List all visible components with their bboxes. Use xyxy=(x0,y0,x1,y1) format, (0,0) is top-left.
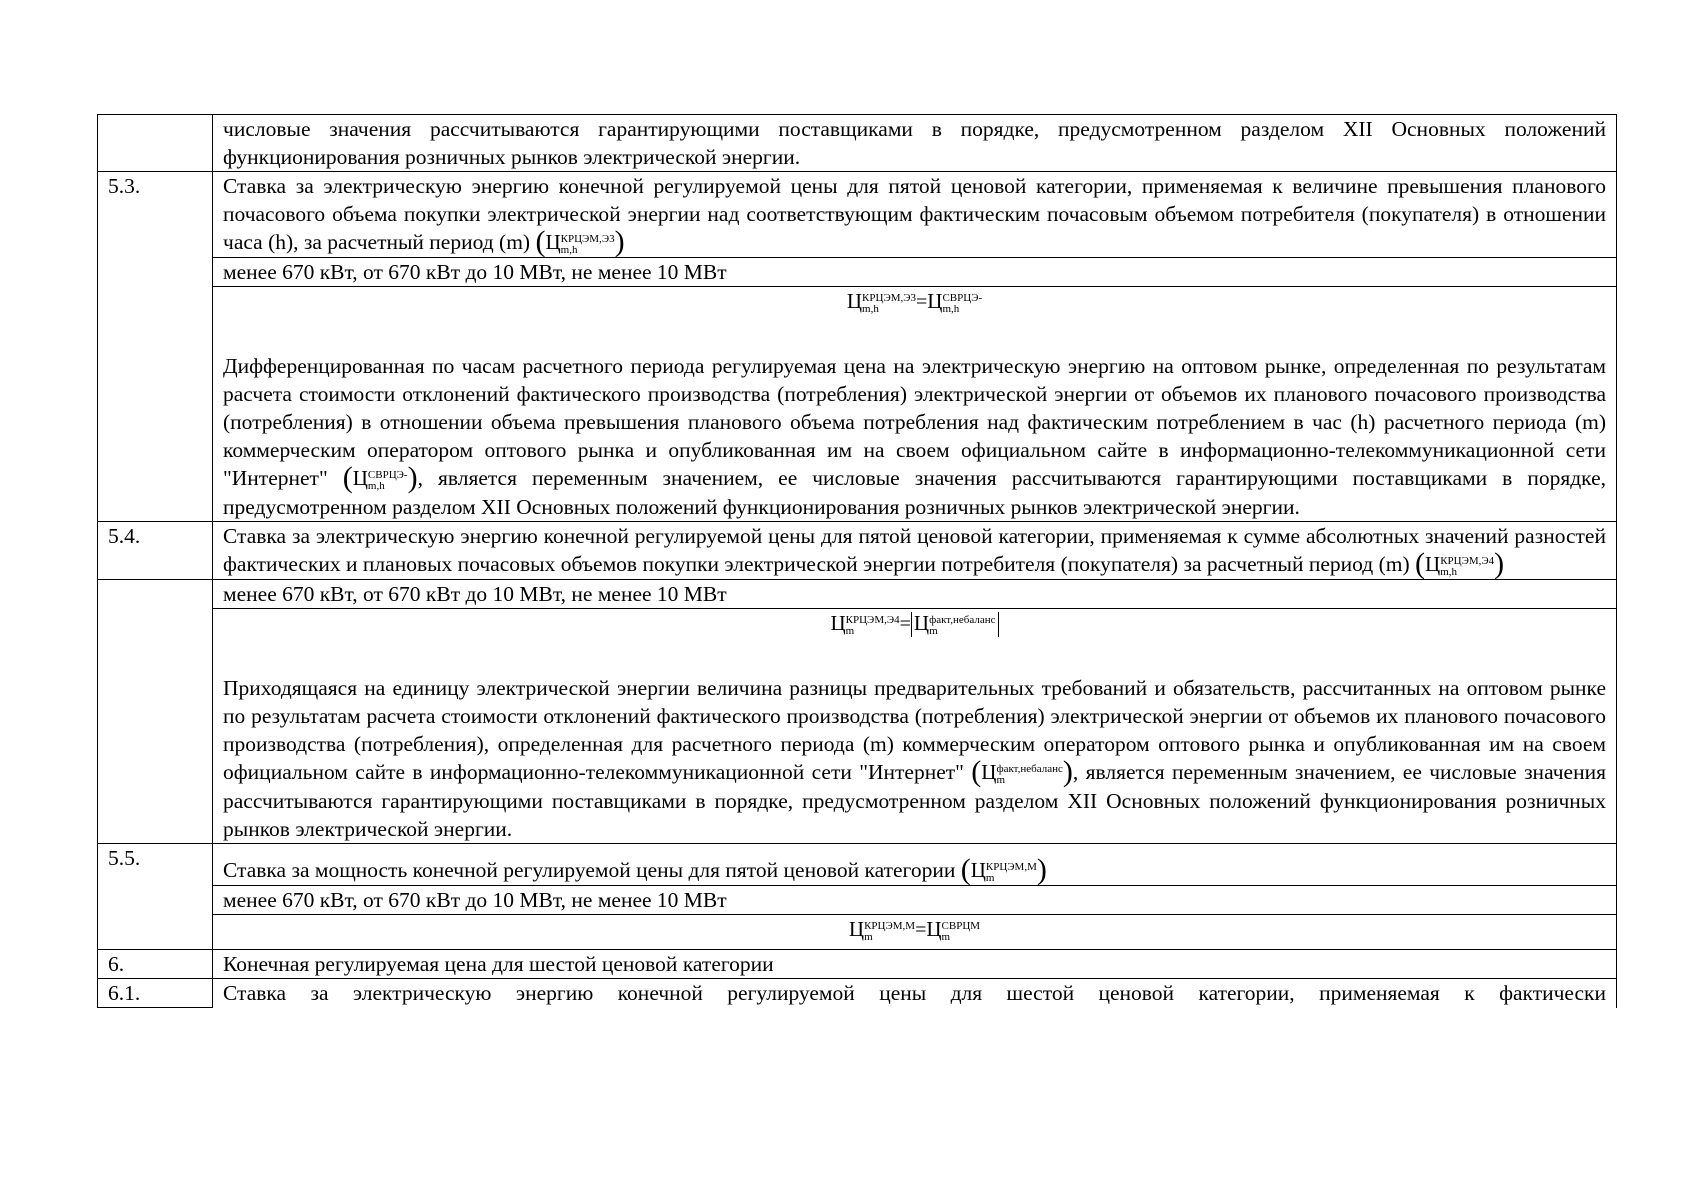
row-number-cell xyxy=(98,522,213,580)
section-title: Конечная регулируемая цена для шестой ценовой категории xyxy=(223,952,774,976)
table-row xyxy=(98,522,1617,580)
power-range-text: менее 670 кВт, от 670 кВт до 10 МВт, не менее 10 МВт xyxy=(223,582,727,606)
row-text-cell xyxy=(213,844,1617,886)
row-text: , является переменным значением, ее числовые значения рассчитываются гарантирующими поставщиками в порядке, предусмотренном разделом XII Основных положений функционирования розничных рынков электрической энергии. xyxy=(223,466,1606,519)
inline-formula: (Ц факт,небаланс m ) xyxy=(971,755,1073,788)
formula: Ц КРЦЭМ,М m =Ц СВРЦМ m xyxy=(848,917,981,943)
table-row xyxy=(98,950,1617,979)
formula-line xyxy=(223,609,1606,638)
row-number-cell xyxy=(98,115,213,172)
row-text-cell xyxy=(213,886,1617,915)
tariff-table xyxy=(97,114,1617,1008)
row-number: 6.1. xyxy=(108,981,141,1005)
table-row xyxy=(98,979,1617,1008)
row-text-cell xyxy=(213,950,1617,979)
row-text-cell xyxy=(213,609,1617,844)
row-text: Ставка за электрическую энергию конечной регулируемой цены для пятой ценовой категории, применяемая к величине превышения планового почасового объема покупки электрической энергии над соответствующим фактическим почасовым объемом потребителя (покупателя) в отношении часа (h), за расчетный период (m) xyxy=(223,174,1606,254)
row-number-cell xyxy=(98,950,213,979)
row-number: 5.3. xyxy=(108,174,141,198)
row-text: Ставка за электрическую энергию конечной регулируемой цены для шестой ценовой категории, применяемая к фактически xyxy=(223,981,1606,1005)
row-text: , является переменным значением, ее числовые значения рассчитываются гарантирующими поставщиками в порядке, предусмотренном разделом XII Основных положений функционирования розничных рынков электрической энергии. xyxy=(223,760,1607,841)
row-text: числовые значения рассчитываются гарантирующими поставщиками в порядке, предусмотренном разделом XII Основных положений функционирования розничных рынков электрической энергии. xyxy=(223,117,1606,169)
table-row xyxy=(98,115,1617,172)
row-number-cell xyxy=(98,979,213,1008)
row-number: 6. xyxy=(108,952,125,976)
row-text-cell xyxy=(213,172,1617,258)
row-number-cell xyxy=(98,844,213,950)
table-row xyxy=(98,580,1617,609)
inline-formula: (Ц СВРЦЭ- m,h ) xyxy=(342,461,418,494)
row-text-cell xyxy=(213,915,1617,950)
table-row xyxy=(98,287,1617,522)
row-number-cell xyxy=(98,580,213,844)
row-text-cell xyxy=(213,580,1617,609)
table-row xyxy=(98,258,1617,287)
inline-formula: (Ц КРЦЭМ,М m ) xyxy=(960,853,1047,886)
formula: Ц КРЦЭМ,Э4 m = Ц факт,небаланс m xyxy=(830,613,998,635)
table-row xyxy=(98,844,1617,886)
table-row xyxy=(98,886,1617,915)
table-row xyxy=(98,172,1617,258)
row-number: 5.5. xyxy=(108,846,141,870)
row-text: Ставка за электрическую энергию конечной регулируемой цены для пятой ценовой категории, применяемая к сумме абсолютных значений разностей фактических и плановых почасовых объемов покупки электрической энергии потребителя (покупателя) за расчетный период (m) xyxy=(223,524,1606,576)
row-text-cell xyxy=(213,979,1617,1008)
table-row xyxy=(98,609,1617,844)
row-text-cell xyxy=(213,522,1617,580)
row-text: Приходящаяся на единицу электрической энергии величина разницы предварительных требований и обязательств, рассчитанных на оптовом рынке по результатам расчета стоимости отклонений фактического производства (потребления) электрической энергии от объемов их планового почасового производства (потребления), определенная для расчетного периода (m) коммерческим оператором оптового рынка и опубликованная им на своем официальном сайте в информационно-телекоммуникационной сети "Интернет" xyxy=(223,676,1606,784)
formula-line xyxy=(223,287,1606,316)
row-number: 5.4. xyxy=(108,524,141,548)
inline-formula: (Ц КРЦЭМ,Э4 m,h ) xyxy=(1415,547,1505,580)
row-text: Ставка за мощность конечной регулируемой цены для пятой ценовой категории xyxy=(223,858,956,882)
row-text-cell xyxy=(213,258,1617,287)
power-range-text: менее 670 кВт, от 670 кВт до 10 МВт, не менее 10 МВт xyxy=(223,260,727,284)
inline-formula: (Ц КРЦЭМ,Э3 m,h ) xyxy=(535,225,625,258)
row-text-cell xyxy=(213,287,1617,522)
row-text: Дифференцированная по часам расчетного периода регулируемая цена на электрическую энергию на оптовом рынке, определенная по результатам расчета стоимости отклонений фактического производства (потребления) электрической энергии от объемов их планового почасового производства (потребления) в отношении объема превышения планового объема потребления над фактическим потреблением в час (h) расчетного периода (m) коммерческим оператором оптового рынка и опубликованная им на своем официальном сайте в информационно-телекоммуникационной сети "Интернет" xyxy=(223,354,1606,490)
row-text-cell xyxy=(213,115,1617,172)
power-range-text: менее 670 кВт, от 670 кВт до 10 МВт, не менее 10 МВт xyxy=(223,888,727,912)
formula: Ц КРЦЭМ,Э3 m,h =Ц СВРЦЭ- m,h xyxy=(846,289,983,315)
row-number-cell xyxy=(98,172,213,522)
table-row xyxy=(98,915,1617,950)
